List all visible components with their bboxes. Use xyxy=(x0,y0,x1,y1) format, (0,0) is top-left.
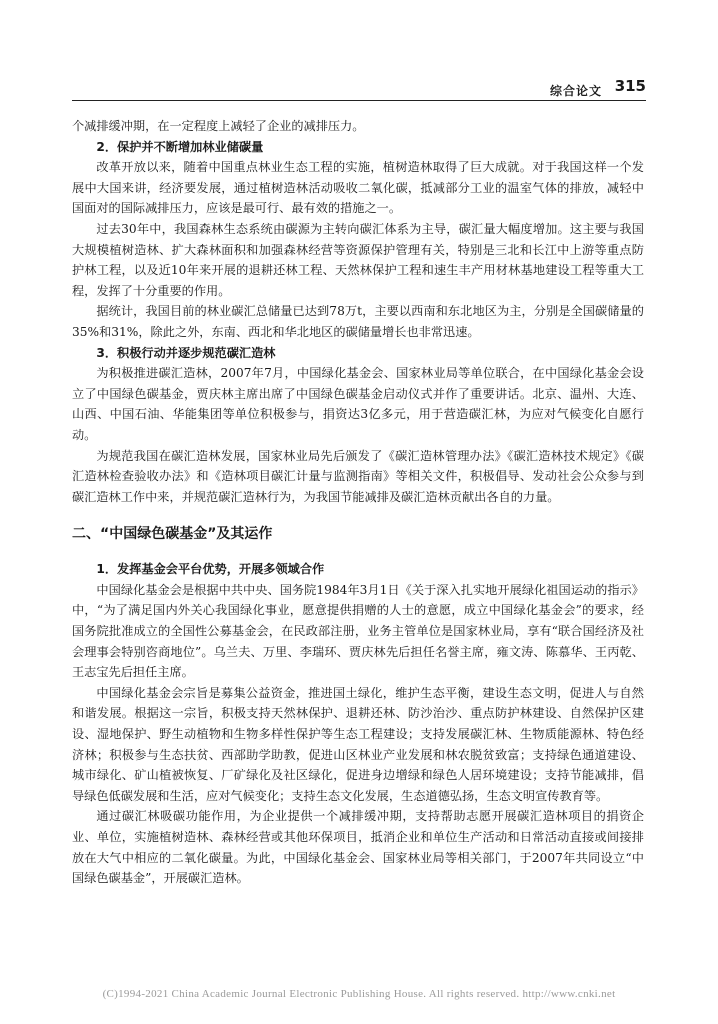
paragraph: 中国绿化基金会宗旨是募集公益资金，推进国土绿化，维护生态平衡，建设生态文明，促进人与自然和谐发展。根据这一宗旨，积极支持天然林保护、退耕还林、防沙治沙、重点防护林建设、自然保护区建设、湿地保护、野生动植物和生物多样性保护等生态工程建设；支持发展碳汇林、生物质能源林、特色经济林；积极参与生态扶贫、西部助学助教，促进山区林业产业发展和林农脱贫致富；支持绿色通道建设、城市绿化、矿山植被恢复、厂矿绿化及社区绿化，促进身边增绿和绿色人居环境建设；支持节能减排，倡导绿色低碳发展和生活，应对气候变化；支持生态文化发展，生态道德弘扬，生态文明宣传教育等。 xyxy=(72,685,644,803)
section-heading: 二、“中国绿色碳基金”及其运作 xyxy=(72,526,273,543)
page-number: 315 xyxy=(614,77,646,95)
section-label: 综合论文 xyxy=(549,84,602,98)
copyright-footer: (C)1994-2021 China Academic Journal Electronic Publishing House. All rights reserved. http://www.cnki.net xyxy=(102,988,616,1000)
paragraph: 为积极推进碳汇造林，2007年7月，中国绿化基金会、国家林业局等单位联合，在中国绿化基金会设立了中国绿色碳基金，贾庆林主席出席了中国绿色碳基金启动仪式并作了重要讲话。北京、温州、大连、山西、中国石油、华能集团等单位积极参与，捐资达3亿多元，用于营造碳汇林，为应对气候变化自愿行动。 xyxy=(72,366,644,442)
paragraph: 为规范我国在碳汇造林发展，国家林业局先后颁发了《碳汇造林管理办法》《碳汇造林技术规定》《碳汇造林检查验收办法》和《造林项目碳汇计量与监测指南》等相关文件，积极倡导、发动社会公众参与到碳汇造林工作中来，并规范碳汇造林行为，为我国节能减排及碳汇造林贡献出各自的力量。 xyxy=(72,448,644,504)
running-header xyxy=(72,78,646,101)
subheading: 3．积极行动并逐步规范碳汇造林 xyxy=(96,345,276,360)
paragraph: 过去30年中，我国森林生态系统由碳源为主转向碳汇体系为主导，碳汇量大幅度增加。这主要与我国大规模植树造林、扩大森林面积和加强森林经营等资源保护管理有关，特别是三北和长江中上游等重点防护林工程，以及近10年来开展的退耕还林工程、天然林保护工程和速生丰产用材林基地建设工程等重大工程，发挥了十分重要的作用。 xyxy=(72,221,644,298)
paragraph: 改革开放以来，随着中国重点林业生态工程的实施，植树造林取得了巨大成就。对于我国这样一个发展中大国来讲，经济要发展，通过植树造林活动吸收二氧化碳，抵减部分工业的温室气体的排放，减轻中国面对的国际减排压力，应该是最可行、最有效的措施之一。 xyxy=(72,160,644,216)
paragraph: 通过碳汇林吸碳功能作用，为企业提供一个减排缓冲期，支持帮助志愿开展碳汇造林项目的捐资企业、单位，实施植树造林、森林经营或其他环保项目，抵消企业和单位生产活动和日常活动直接或间接排放在大气中相应的二氧化碳量。为此，中国绿化基金会、国家林业局等相关部门，于2007年共同设立“中国绿色碳基金”，开展碳汇造林。 xyxy=(72,809,644,886)
paragraph: 据统计，我国目前的林业碳汇总储量已达到78万t，主要以西南和东北地区为主，分别是全国碳储量的35%和31%，除此之外，东南、西北和华北地区的碳储量增长也非常迅速。 xyxy=(72,304,644,339)
subheading: 2．保护并不断增加林业储碳量 xyxy=(96,139,264,154)
paragraph: 个减排缓冲期，在一定程度上减轻了企业的减排压力。 xyxy=(72,119,365,133)
article-body xyxy=(72,116,644,889)
subheading: 1．发挥基金会平台优势，开展多领域合作 xyxy=(96,562,325,577)
paragraph: 中国绿化基金会是根据中共中央、国务院1984年3月1日《关于深入扎实地开展绿化祖国运动的指示》中，“为了满足国内外关心我国绿化事业，愿意提供捐赠的人士的意愿，成立中国绿化基金会”的要求，经国务院批准成立的全国性公募基金会，在民政部注册，业务主管单位是国家林业局，享有“联合国经济及社会理事会特别咨商地位”。乌兰夫、万里、李瑞环、贾庆林先后担任名誉主席，雍文涛、陈慕华、王丙乾、王志宝先后担任主席。 xyxy=(72,582,644,680)
